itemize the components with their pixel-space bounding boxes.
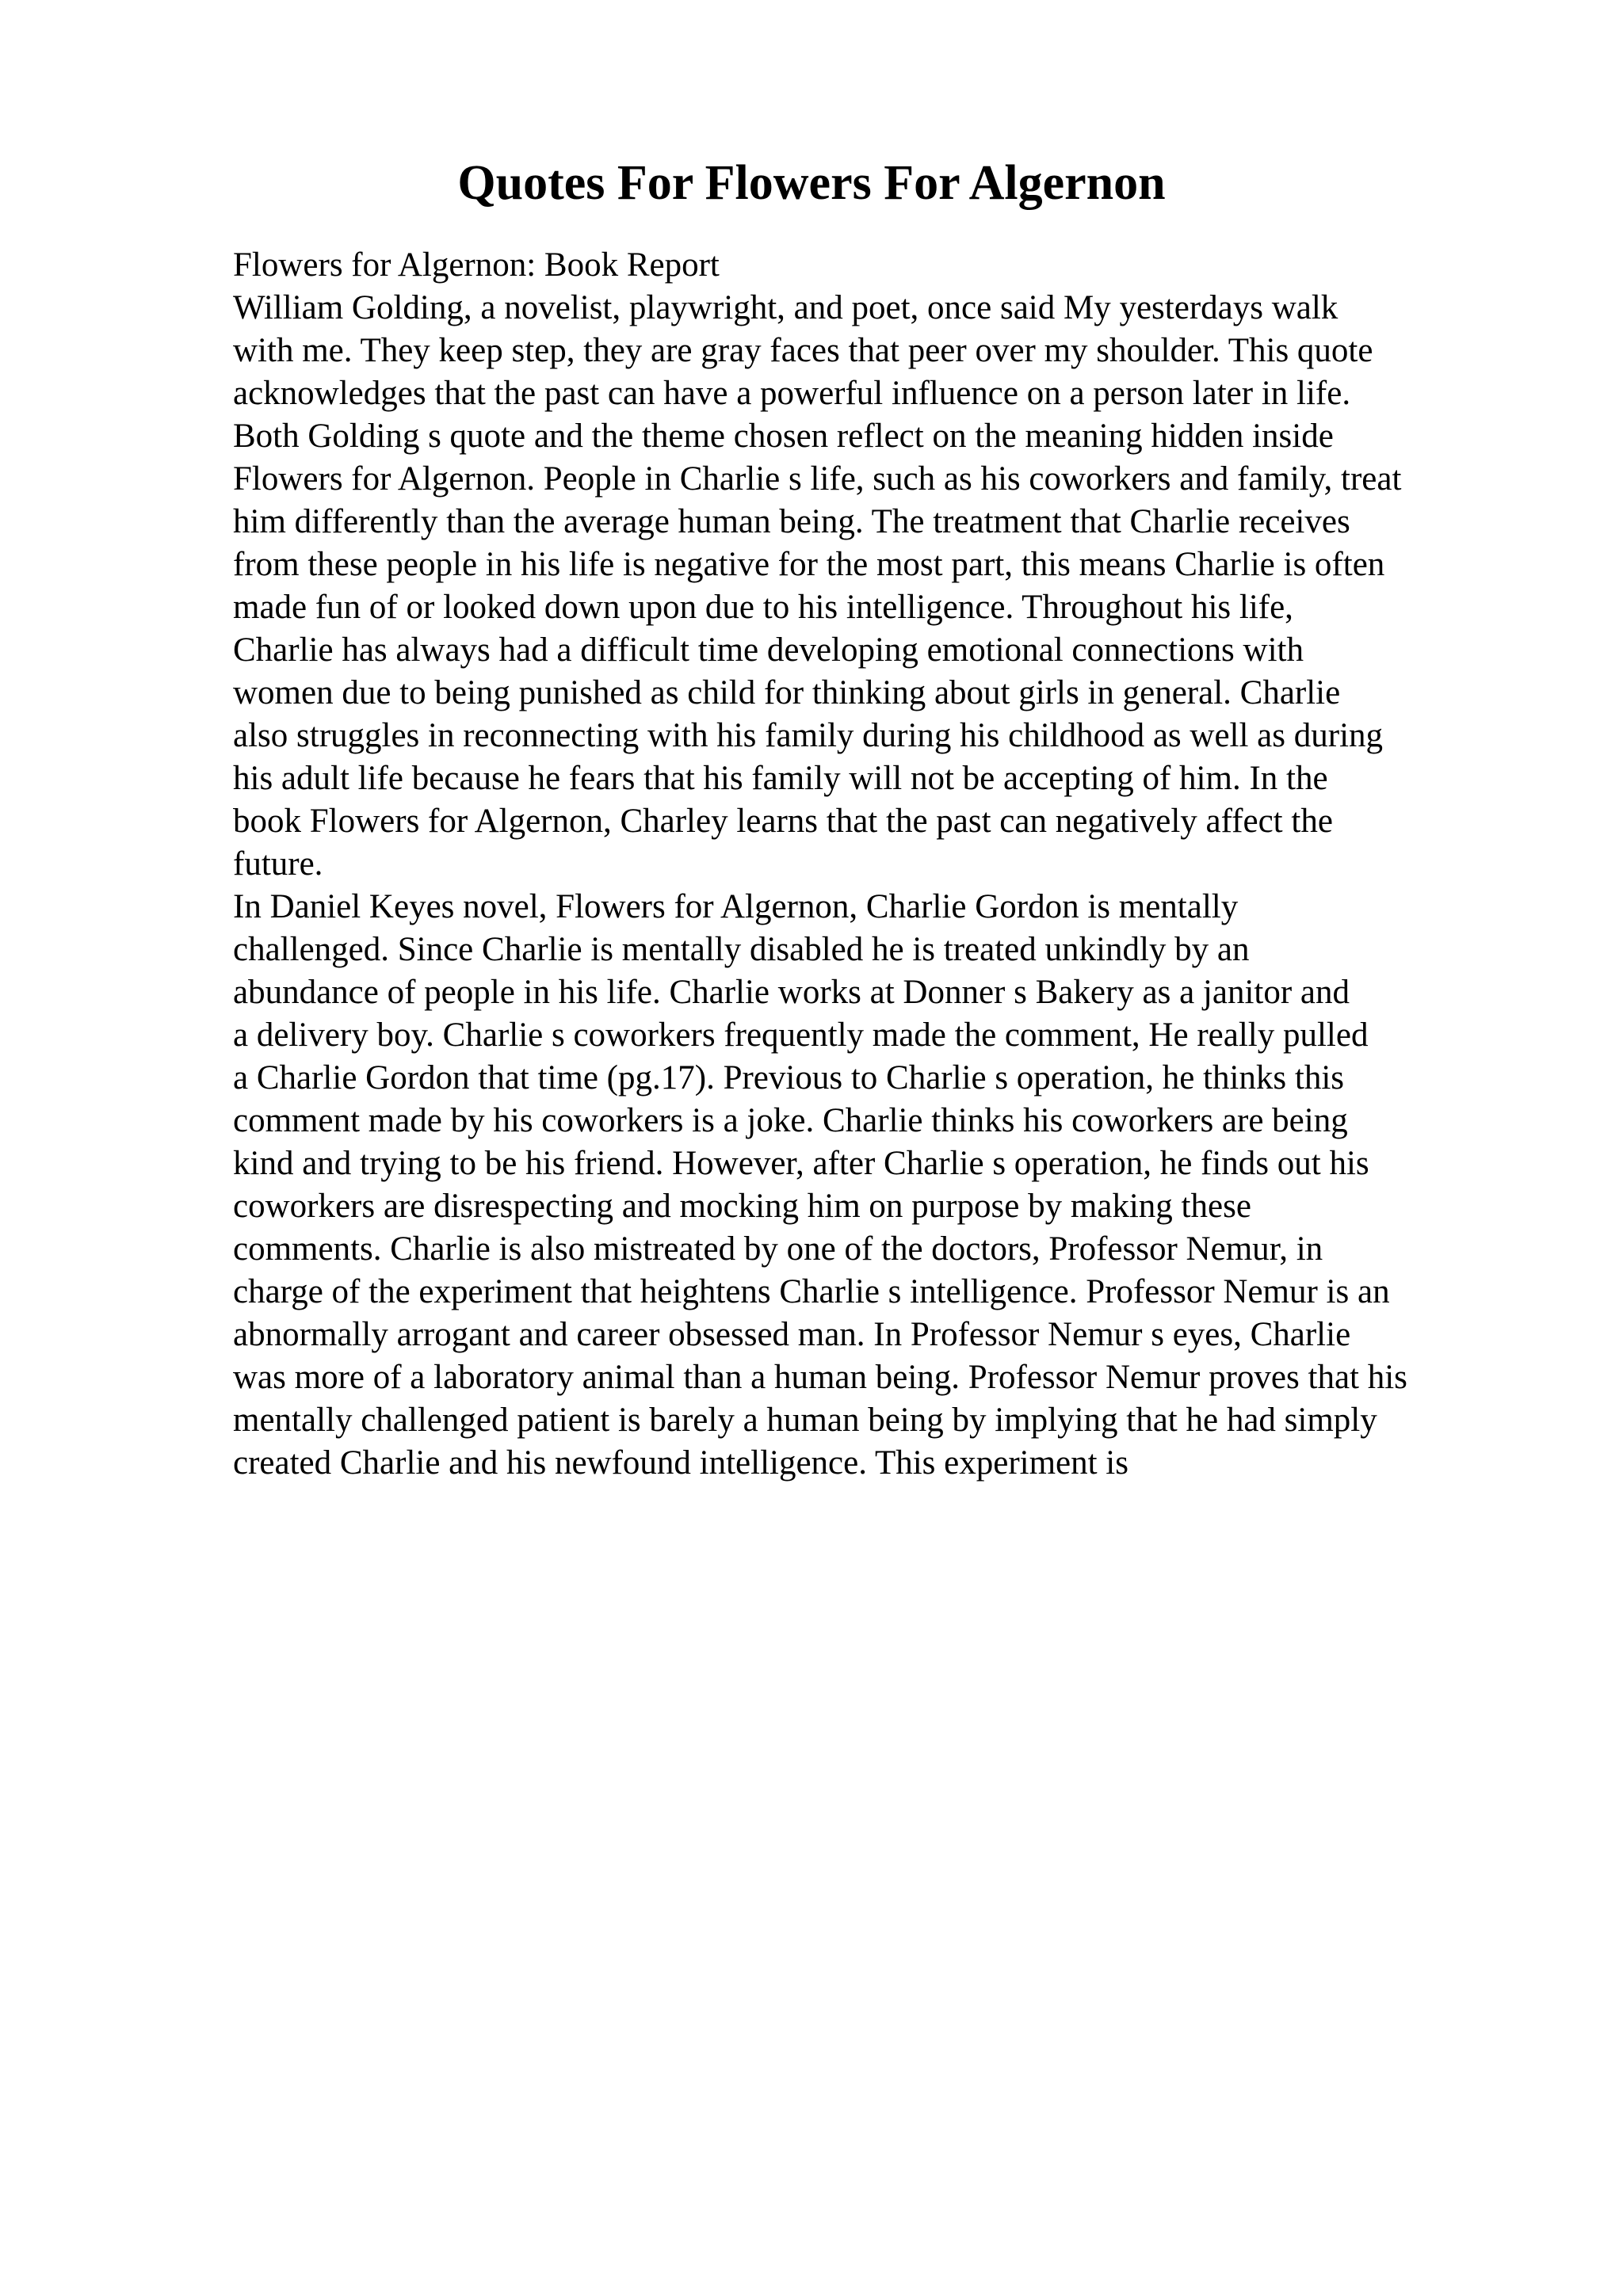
- text-line: made fun of or looked down upon due to his intelligence. Throughout his life,: [233, 589, 1293, 626]
- text-line: Both Golding s quote and the theme chosen reflect on the meaning hidden inside: [233, 418, 1334, 455]
- text-line: abundance of people in his life. Charlie works at Donner s Bakery as a janitor and: [233, 974, 1350, 1011]
- text-line: mentally challenged patient is barely a human being by implying that he had simply: [233, 1402, 1377, 1439]
- text-line: charge of the experiment that heightens Charlie s intelligence. Professor Nemur is an: [233, 1273, 1390, 1310]
- text-line: Charlie has always had a difficult time developing emotional connections with: [233, 631, 1304, 669]
- text-line: with me. They keep step, they are gray faces that peer over my shoulder. This quote: [233, 332, 1373, 369]
- text-line: also struggles in reconnecting with his family during his childhood as well as during: [233, 717, 1384, 754]
- text-line: a delivery boy. Charlie s coworkers frequently made the comment, He really pulled: [233, 1016, 1369, 1054]
- text-line: kind and trying to be his friend. However, after Charlie s operation, he finds out his: [233, 1145, 1369, 1182]
- text-line: his adult life because he fears that his family will not be accepting of him. In the: [233, 760, 1328, 797]
- text-line: coworkers are disrespecting and mocking him on purpose by making these: [233, 1188, 1251, 1225]
- text-line: William Golding, a novelist, playwright, and poet, once said My yesterdays walk: [233, 289, 1338, 326]
- text-line: comments. Charlie is also mistreated by one of the doctors, Professor Nemur, in: [233, 1230, 1323, 1268]
- text-line: him differently than the average human being. The treatment that Charlie receives: [233, 503, 1350, 540]
- document-title: Quotes For Flowers For Algernon: [457, 156, 1166, 210]
- text-line: future.: [233, 845, 323, 883]
- text-line: book Flowers for Algernon, Charley learns that the past can negatively affect the: [233, 803, 1333, 840]
- text-line: from these people in his life is negative for the most part, this means Charlie is often: [233, 546, 1385, 583]
- text-line: acknowledges that the past can have a powerful influence on a person later in life.: [233, 375, 1351, 412]
- text-line: Flowers for Algernon. People in Charlie s life, such as his coworkers and family, treat: [233, 460, 1402, 498]
- text-line: a Charlie Gordon that time (pg.17). Previous to Charlie s operation, he thinks this: [233, 1059, 1345, 1097]
- text-line: was more of a laboratory animal than a human being. Professor Nemur proves that his: [233, 1359, 1407, 1396]
- text-line: Flowers for Algernon: Book Report: [233, 246, 720, 284]
- document-body: [233, 244, 1612, 1485]
- text-line: abnormally arrogant and career obsessed man. In Professor Nemur s eyes, Charlie: [233, 1316, 1351, 1353]
- text-line: women due to being punished as child for thinking about girls in general. Charlie: [233, 674, 1341, 711]
- text-line: created Charlie and his newfound intelligence. This experiment is: [233, 1444, 1128, 1482]
- text-line: challenged. Since Charlie is mentally disabled he is treated unkindly by an: [233, 931, 1250, 968]
- text-line: In Daniel Keyes novel, Flowers for Algernon, Charlie Gordon is mentally: [233, 888, 1239, 925]
- text-line: comment made by his coworkers is a joke. Charlie thinks his coworkers are being: [233, 1102, 1348, 1139]
